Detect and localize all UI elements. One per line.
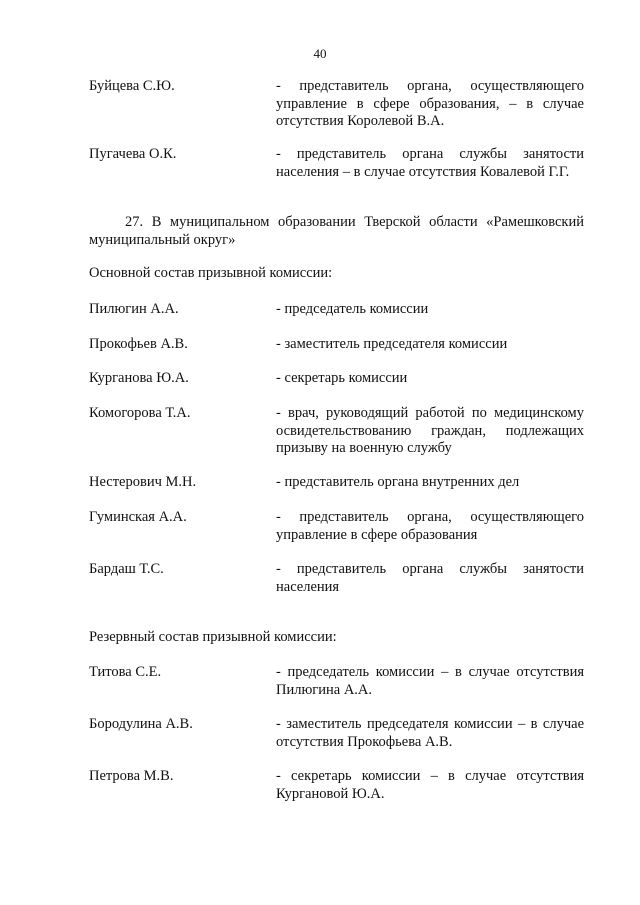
member-name: Бородулина А.В. bbox=[89, 716, 193, 732]
member-role: - представитель органа внутренних дел bbox=[276, 474, 520, 490]
member-name: Титова С.Е. bbox=[89, 664, 162, 680]
member-role: - заместитель председателя комиссии bbox=[276, 336, 508, 352]
member-name: Пугачева О.К. bbox=[89, 146, 177, 162]
member-name: Комогорова Т.А. bbox=[89, 405, 191, 421]
member-role: - представитель органа службы занятости населения bbox=[276, 561, 584, 595]
member-role: - секретарь комиссии – в случае отсутствия Кургановой Ю.А. bbox=[276, 768, 584, 802]
member-name: Прокофьев А.В. bbox=[89, 336, 188, 352]
page-number: 40 bbox=[313, 46, 327, 61]
member-role: - председатель комиссии – в случае отсутствия Пилюгина А.А. bbox=[276, 664, 584, 698]
member-role: - секретарь комиссии bbox=[276, 370, 408, 386]
section-title: 27. В муниципальном образовании Тверской области «Рамешковский муниципальный округ» bbox=[89, 214, 584, 248]
member-role: - представитель органа, осуществляющего управление в сфере образования, – в случае отсутствия Королевой В.А. bbox=[276, 78, 584, 129]
member-name: Петрова М.В. bbox=[89, 768, 174, 784]
member-name: Бардаш Т.С. bbox=[89, 561, 164, 577]
member-role: - заместитель председателя комиссии – в случае отсутствия Прокофьева А.В. bbox=[276, 716, 584, 750]
member-name: Пилюгин А.А. bbox=[89, 301, 179, 317]
member-name: Нестерович М.Н. bbox=[89, 474, 197, 490]
member-name: Курганова Ю.А. bbox=[89, 370, 189, 386]
member-name: Гуминская А.А. bbox=[89, 509, 187, 525]
member-role: - представитель органа, осуществляющего управление в сфере образования bbox=[276, 509, 584, 543]
main-composition-heading: Основной состав призывной комиссии: bbox=[89, 265, 333, 281]
member-role: - председатель комиссии bbox=[276, 301, 429, 317]
member-role: - врач, руководящий работой по медицинскому освидетельствованию граждан, подлежащих призыву на военную службу bbox=[276, 405, 584, 456]
reserve-composition-heading: Резервный состав призывной комиссии: bbox=[89, 629, 337, 645]
member-role: - представитель органа службы занятости населения – в случае отсутствия Ковалевой Г.Г. bbox=[276, 146, 584, 180]
member-name: Буйцева С.Ю. bbox=[89, 78, 175, 94]
